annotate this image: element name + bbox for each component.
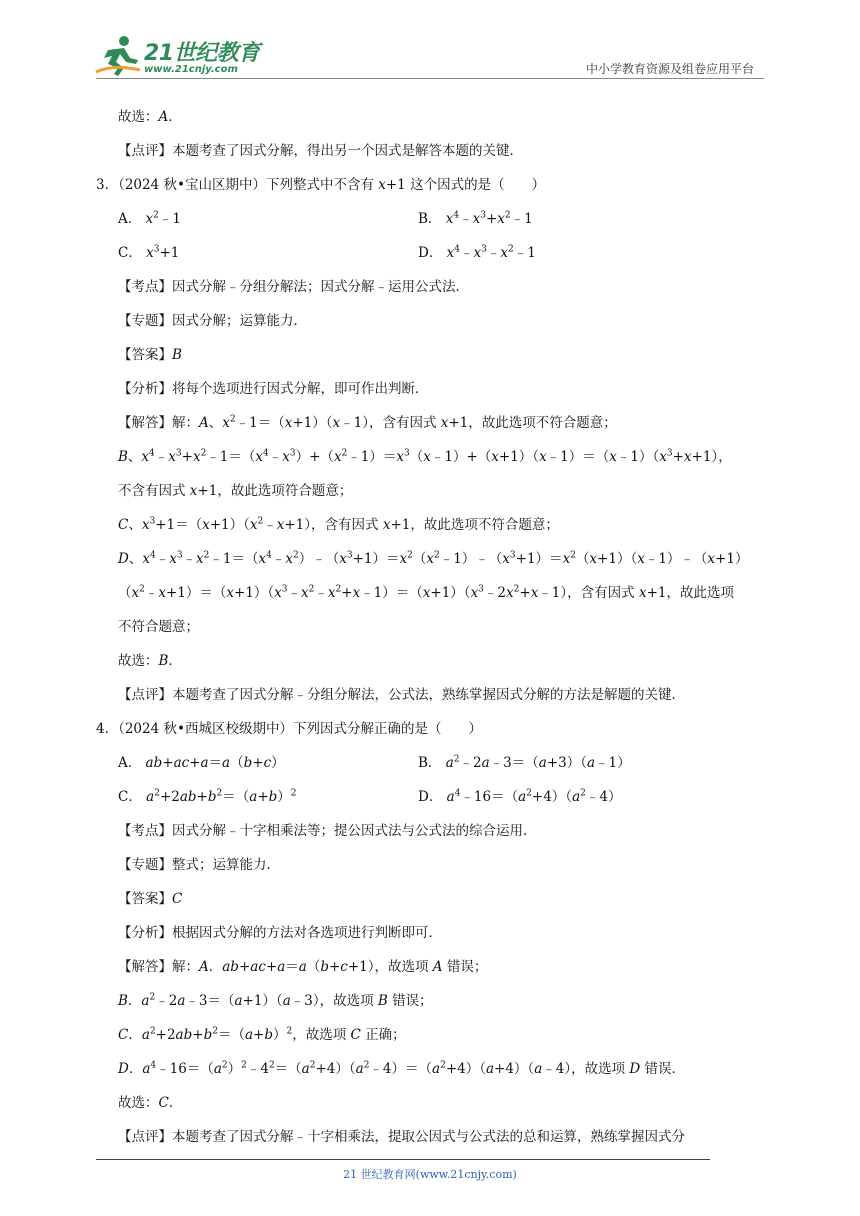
site-logo [94, 34, 262, 78]
runner-logo-icon [94, 34, 142, 78]
q3-option-a: A． $x^2﹣1$ [118, 210, 181, 227]
q3-solution-d3: 不符合题意； [118, 619, 199, 635]
header-divider [96, 78, 764, 79]
q4-option-c: C． $a^2+2ab+b^2=(a+b)^2$ [118, 788, 297, 805]
q4-option-b: B． $a^2﹣2a﹣3=(a+3)(a﹣1)$ [418, 754, 631, 771]
q3-fenxi: 【分析】将每个选项进行因式分解，即可作出判断． [118, 381, 429, 397]
q3-solution-d2: $(x^2﹣x+1)=(x+1)(x^3﹣x^2﹣x^2+x﹣1)=(x+1)(x^3﹣2x^2+x﹣1)$，含有因式 x+1，故此选项 [118, 584, 734, 601]
q4-option-d: D． $a^4﹣16=(a^2+4)(a^2﹣4)$ [418, 788, 622, 805]
q3-solution-d: D、$x^4﹣x^3﹣x^2﹣1=(x^4﹣x^2)﹣(x^3+1)=x^2(x^2﹣1)﹣(x^3+1)=x^2(x+1)(x﹣1)﹣(x+1)$ [118, 550, 749, 567]
q4-final-answer: 故选：C． [118, 1095, 183, 1111]
q4-stem: 4．（2024 秋•西城区校级期中）下列因式分解正确的是（ ） [96, 721, 482, 737]
q3-solution-a: 【解答】解：A、$x^2﹣1=(x+1)(x﹣1)$，含有因式 x+1，故此选项不符合题意； [118, 414, 617, 431]
q3-comment: 【点评】本题考查了因式分解﹣分组分解法，公式法，熟练掌握因式分解的方法是解题的关键． [118, 687, 685, 703]
q4-answer: 【答案】C [118, 891, 183, 907]
q4-kaodian: 【考点】因式分解﹣十字相乘法等；提公因式法与公式法的综合运用． [118, 823, 537, 839]
q4-fenxi: 【分析】根据因式分解的方法对各选项进行判断即可． [118, 925, 442, 941]
q4-solution-a: 【解答】解：A．ab+ac+a＝a（b+c+1），故选项 A 错误； [118, 959, 488, 975]
q4-solution-d: D．$a^4﹣16=(a^2)^2﹣4^2=(a^2+4)(a^2﹣4)=(a^2+4)(a+4)(a﹣4)$，故选项 D 错误． [118, 1060, 686, 1077]
q3-solution-b2: 不含有因式 x+1，故此选项符合题意； [118, 483, 353, 499]
q3-answer: 【答案】B [118, 347, 182, 363]
header-platform-title: 中小学教育资源及组卷应用平台 [585, 62, 754, 76]
q3-zhuanti: 【专题】因式分解；运算能力． [118, 313, 307, 329]
q3-solution-b: B、$x^4﹣x^3+x^2﹣1=(x^4﹣x^3)+(x^2﹣1)=x^3(x﹣1)+(x+1)(x﹣1)=(x﹣1)(x^3+x+1)$， [118, 448, 732, 465]
footer-divider [96, 1159, 710, 1160]
logo-title: 21世纪教育 [144, 41, 260, 66]
q3-option-b: B． $x^4﹣x^3+x^2﹣1$ [418, 210, 533, 227]
prev-comment: 【点评】本题考查了因式分解，得出另一个因式是解答本题的关键． [118, 143, 523, 159]
q4-comment: 【点评】本题考查了因式分解﹣十字相乘法，提取公因式与公式法的总和运算，熟练掌握因式分 [118, 1129, 685, 1145]
q3-option-c: C． $x^3+1$ [118, 244, 180, 261]
q3-kaodian: 【考点】因式分解﹣分组分解法；因式分解﹣运用公式法． [118, 279, 469, 295]
q4-solution-b: B．$a^2﹣2a﹣3=(a+1)(a﹣3)$，故选项 B 错误； [118, 992, 433, 1009]
q4-option-a: A． ab+ac+a＝a（b+c） [118, 755, 285, 771]
q3-stem: 3．（2024 秋•宝山区期中）下列整式中不含有 x+1 这个因式的是（ ） [96, 177, 546, 193]
footer-link[interactable]: 21 世纪教育网(www.21cnjy.com) [343, 1168, 517, 1181]
q3-final-answer: 故选：B． [118, 653, 182, 669]
q4-zhuanti: 【专题】整式；运算能力． [118, 857, 280, 873]
prev-answer-line: 故选：A． [118, 109, 182, 125]
q3-solution-c: C、$x^3+1=(x+1)(x^2﹣x+1)$，含有因式 x+1，故此选项不符合题意； [118, 516, 559, 533]
q3-option-d: D． $x^4﹣x^3﹣x^2﹣1$ [418, 244, 536, 261]
logo-url: www.21cnjy.com [144, 64, 238, 75]
q4-solution-c: C．$a^2+2ab+b^2=(a+b)^2$，故选项 C 正确； [118, 1026, 406, 1043]
